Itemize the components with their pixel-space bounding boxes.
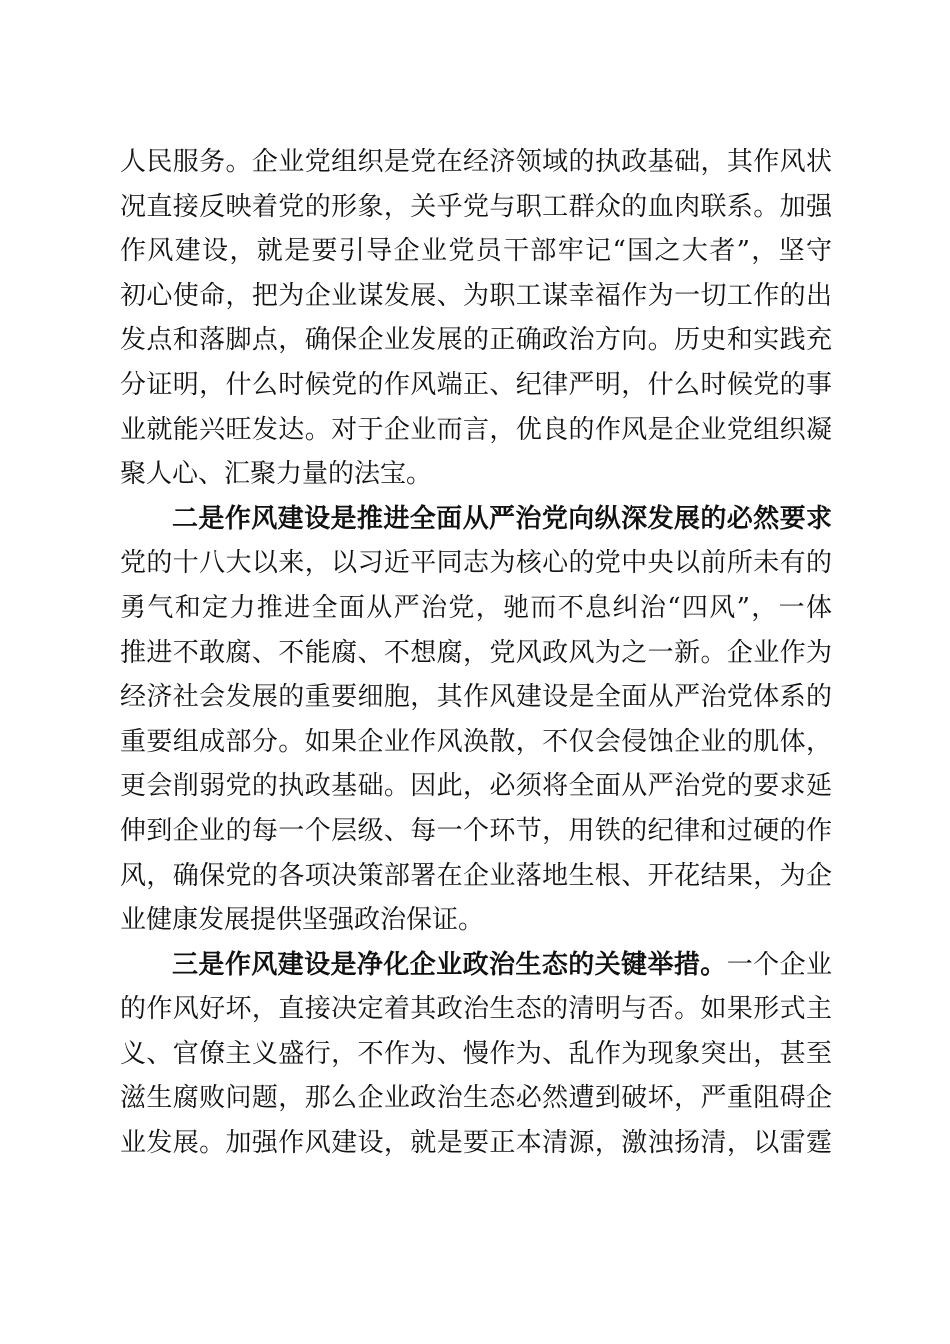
text-line: 业就能兴旺发达。对于企业而言，优良的作风是企业党组织凝	[120, 414, 832, 445]
text-line: 人民服务。企业党组织是党在经济领域的执政基础，其作风状	[120, 147, 832, 177]
text-line: 滋生腐败问题，那么企业政治生态必然遭到破坏，严重阻碍企	[120, 1083, 832, 1114]
text-line: 更会削弱党的执政基础。因此，必须将全面从严治党的要求延	[120, 771, 832, 802]
text-line: 聚人心、汇聚力量的法宝。	[120, 459, 433, 490]
section-heading-line	[120, 943, 832, 988]
text-line: 作风建设，就是要引导企业党员干部牢记“国之大者”，坚守	[120, 236, 832, 267]
text-line: 党的十八大以来，以习近平同志为核心的党中央以前所未有的	[120, 548, 832, 579]
text-line: 发点和落脚点，确保企业发展的正确政治方向。历史和实践充	[120, 325, 832, 356]
text-line: 分证明，什么时候党的作风端正、纪律严明，什么时候党的事	[120, 369, 832, 400]
text-line: 勇气和定力推进全面从严治党，驰而不息纠治“四风”，一体	[120, 592, 832, 623]
text-line: 推进不敢腐、不能腐、不想腐，党风政风为之一新。企业作为	[120, 637, 832, 668]
text-line: 初心使命，把为企业谋发展、为职工谋幸福作为一切工作的出	[120, 280, 832, 311]
text-line: 的作风好坏，直接决定着其政治生态的清明与否。如果形式主	[120, 994, 832, 1025]
text-line: 经济社会发展的重要细胞，其作风建设是全面从严治党体系的	[120, 682, 832, 713]
body-text	[120, 140, 832, 1166]
text-run: 一个企业	[726, 949, 832, 980]
section-heading: 二是作风建设是推进全面从严治党向纵深发展的必然要求	[172, 503, 832, 534]
section-heading: 三是作风建设是净化企业政治生态的关键举措。	[172, 949, 727, 980]
text-line: 业发展。加强作风建设，就是要正本清源，激浊扬清，以雷霆	[120, 1128, 832, 1159]
text-line: 伸到企业的每一个层级、每一个环节，用铁的纪律和过硬的作	[120, 815, 832, 846]
text-line: 重要组成部分。如果企业作风涣散，不仅会侵蚀企业的肌体，	[120, 726, 832, 757]
text-line: 况直接反映着党的形象，关乎党与职工群众的血肉联系。加强	[120, 191, 832, 222]
text-line: 义、官僚主义盛行，不作为、慢作为、乱作为现象突出，甚至	[120, 1038, 832, 1069]
text-line: 风，确保党的各项决策部署在企业落地生根、开花结果，为企	[120, 860, 832, 891]
text-line: 业健康发展提供坚强政治保证。	[120, 905, 485, 936]
